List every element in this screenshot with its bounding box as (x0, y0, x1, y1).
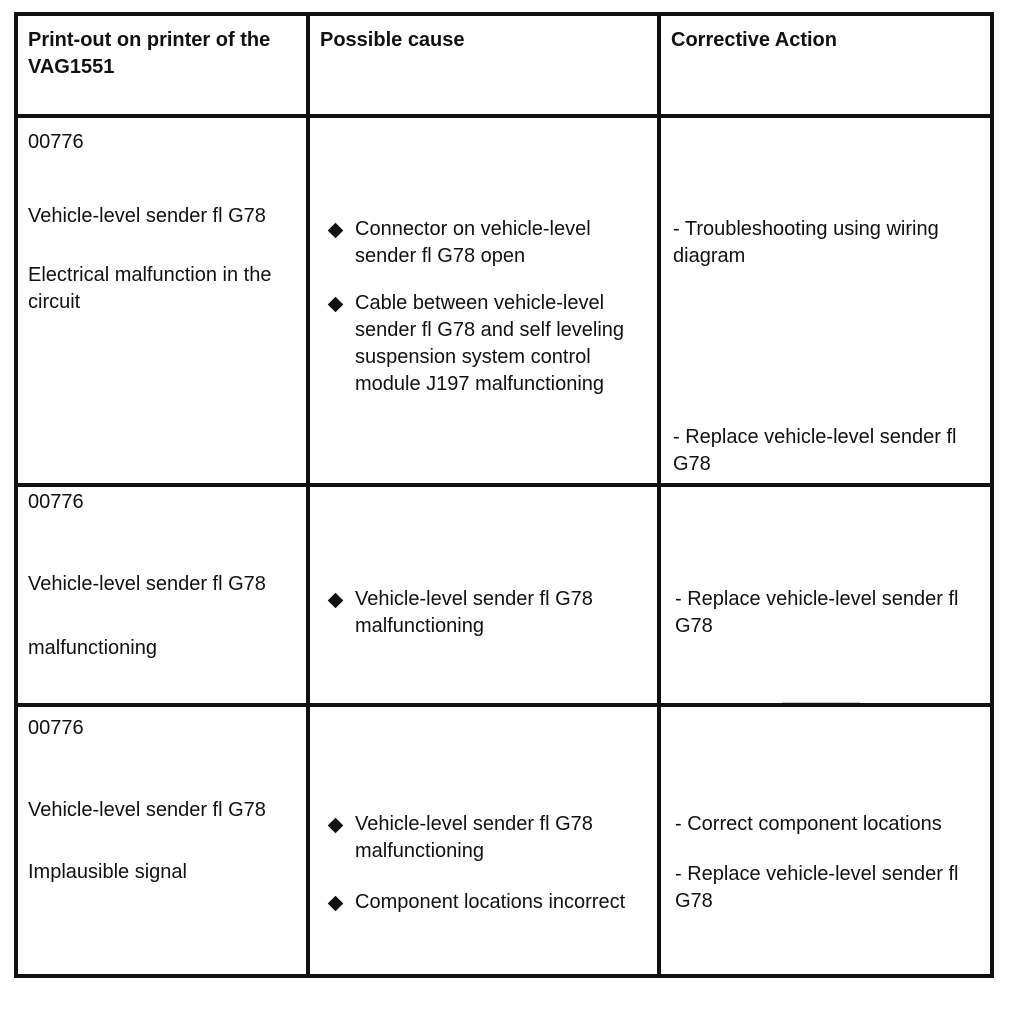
header-cell-cause (310, 16, 661, 118)
table-row-3-printout (18, 707, 310, 974)
diamond-bullet-icon (328, 297, 344, 313)
cause-list-item (326, 290, 649, 398)
action-text: - Troubleshooting using wiring diagram (673, 218, 939, 267)
table-row-3-actions (661, 707, 990, 974)
action-text: - Replace vehicle-level sender fl G78 (673, 426, 957, 475)
fault-code: 00776 (28, 131, 84, 153)
column-header-printout: Print-out on printer of the VAG1551 (28, 29, 271, 78)
cause-list-item (326, 889, 649, 916)
header-cell-printout (18, 16, 310, 118)
table-row-2-printout (18, 487, 310, 707)
fault-description: Implausible signal (28, 861, 187, 883)
table-row-2-actions (661, 487, 990, 707)
column-header-corrective-action: Corrective Action (671, 29, 837, 51)
fault-code: 00776 (28, 717, 84, 739)
table-row-1-printout (18, 118, 310, 487)
fault-description: malfunctioning (28, 637, 157, 659)
column-header-possible-cause: Possible cause (320, 29, 465, 51)
action-text: - Replace vehicle-level sender fl G78 (675, 588, 959, 637)
table-row-2-causes (310, 487, 661, 707)
cause-list-item (326, 811, 649, 865)
cause-list-item (326, 586, 649, 640)
cause-text: Connector on vehicle-level sender fl G78 open (355, 218, 591, 267)
diamond-bullet-icon (328, 593, 344, 609)
cause-text: Cable between vehicle-level sender fl G78 and self leveling suspension system control module J197 malfunctioning (355, 292, 625, 395)
cause-text: Vehicle-level sender fl G78 malfunctioning (355, 588, 593, 637)
diamond-bullet-icon (328, 896, 344, 912)
diamond-bullet-icon (328, 818, 344, 834)
fault-component: Vehicle-level sender fl G78 (28, 205, 266, 227)
action-text: - Correct component locations (675, 813, 942, 835)
fault-description: Electrical malfunction in the circuit (28, 264, 272, 313)
cause-text: Vehicle-level sender fl G78 malfunctioning (355, 813, 593, 862)
table-row-3-causes (310, 707, 661, 974)
action-text: - Replace vehicle-level sender fl G78 (675, 863, 959, 912)
diamond-bullet-icon (328, 223, 344, 239)
fault-code: 00776 (28, 491, 84, 513)
cause-text: Component locations incorrect (355, 891, 626, 913)
fault-component: Vehicle-level sender fl G78 (28, 573, 266, 595)
table-row-1-actions (661, 118, 990, 487)
header-cell-action (661, 16, 990, 118)
fault-component: Vehicle-level sender fl G78 (28, 799, 266, 821)
table-row-1-causes (310, 118, 661, 487)
fault-code-table (14, 12, 994, 978)
scan-artifact-line (782, 702, 860, 705)
cause-list-item (326, 216, 649, 270)
